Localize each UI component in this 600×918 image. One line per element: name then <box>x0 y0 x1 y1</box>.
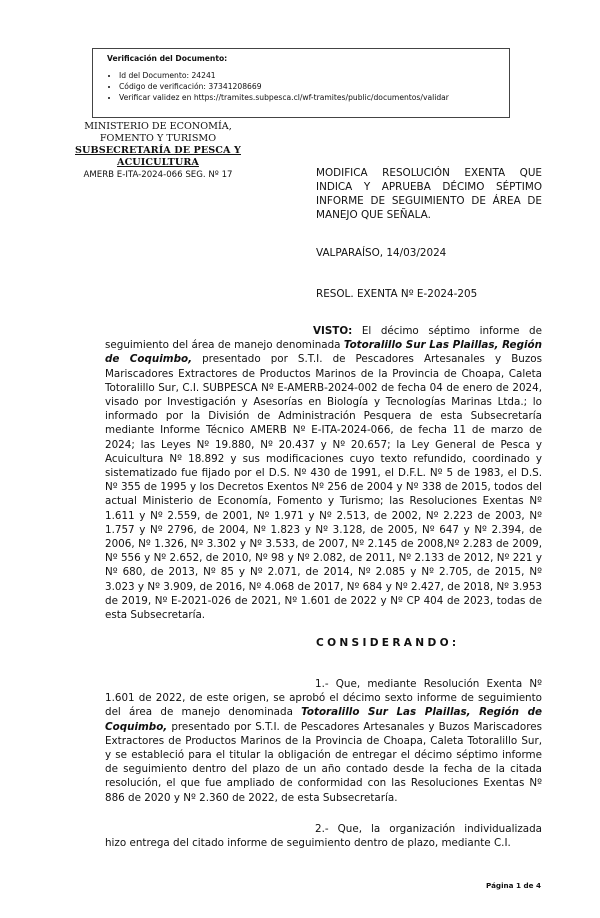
ministry-name-line1: MINISTERIO DE ECONOMÍA, <box>84 121 232 132</box>
visto-label: VISTO: <box>313 325 353 337</box>
verification-box <box>92 48 510 118</box>
verification-list <box>107 70 509 103</box>
considerando-heading: CONSIDERANDO: <box>316 637 460 649</box>
resolution-subject: MODIFICA RESOLUCIÓN EXENTA QUE INDICA Y APRUEBA DÉCIMO SÉPTIMO INFORME DE SEGUIMIENTO DE ÁREA DE MANEJO QUE SEÑALA. <box>316 167 542 221</box>
verification-title: Verificación del Documento: <box>107 54 228 63</box>
place-date: VALPARAÍSO, 14/03/2024 <box>316 247 447 259</box>
verification-link[interactable]: • Verificar validez en https://tramites.subpesca.cl/wf-tramites/public/documentos/validar <box>119 92 509 103</box>
verification-code: • Código de verificación: 37341208669 <box>119 81 509 92</box>
visto-area-name: Totoralillo Sur Las Plaillas, Región de Coquimbo, <box>105 339 542 366</box>
visto-text-b: presentado por S.T.I. de Pescadores Artesanales y Buzos Mariscadores Extractores de Productos Marinos de la Provincia de Choapa, Caleta Totoralillo Sur, C.I. SUBPESCA Nº E-AMERB-2024-002 de fecha 04 de enero de 2024, visado por Investigación y Asesorías en Biología y Tecnologías Marinas Ltda.; lo informado por la División de Administración Pesquera de esta Subsecretaría mediante Informe Técnico AMERB Nº E-ITA-2024-066, de fecha 11 de marzo de 2024; las Leyes Nº 19.880, Nº 20.437 y Nº 20.657; la Ley General de Pesca y Acuicultura Nº 18.892 y sus modificaciones cuyo texto refundido, coordinado y sistematizado fue fijado por el D.S. Nº 430 de 1991, el D.F.L. Nº 5 de 1983, el D.S. Nº 355 de 1995 y los Decretos Exentos Nº 256 de 2004 y Nº 338 de 2015, todos del actual Ministerio de Economía, Fomento y Turismo; las Resoluciones Exentas Nº 1.611 y Nº 2.559, de 2001, Nº 1.971 y Nº 2.513, de 2002, Nº 2.223 de 2003, Nº 1.757 y Nº 2796, de 2004, Nº 1.823 y Nº 3.128, de 2005, Nº 647 y Nº 2.394, de 2006, Nº 1.326, Nº 3.302 y Nº 3.533, de 2007, Nº 2.145 de 2008,Nº 2.283 de 2009, Nº 556 y Nº 2.652, de 2010, Nº 98 y Nº 2.082, de 2011, Nº 2.133 de 2012, Nº 221 y Nº 680, de 2013, Nº 85 y Nº 2.071, de 2014, Nº 2.085 y Nº 2.705, de 2015, Nº 3.023 y Nº 3.909, de 2016, Nº 4.068 de 2017, Nº 684 y Nº 2.427, de 2018, Nº 3.953 de 2019, Nº E-2021-026 de 2021, Nº 1.601 de 2022 y Nº CP 404 de 2023, todas de esta Subsecretaría. <box>105 353 542 622</box>
resolution-number: RESOL. EXENTA Nº E-2024-205 <box>316 288 478 300</box>
page-number: Página 1 de 4 <box>486 881 542 890</box>
considerando-point-2 <box>105 822 542 850</box>
point2-text: 2.- Que, la organización individualizada hizo entrega del citado informe de seguimiento dentro de plazo, mediante C.I. <box>105 823 542 850</box>
document-code: AMERB E-ITA-2024-066 SEG. Nº 17 <box>83 170 233 180</box>
point1-area-name: Totoralillo Sur Las Plaillas, Región de Coquimbo, <box>105 706 543 733</box>
subsecretaria-name: SUBSECRETARÍA DE PESCA Y ACUICULTURA <box>75 145 241 168</box>
visto-text-a: El décimo séptimo informe de seguimiento del área de manejo denominada <box>105 325 542 352</box>
considerando-point-1 <box>105 677 542 805</box>
visto-paragraph <box>105 324 542 622</box>
point1-text-b: presentado por S.T.I. de Pescadores Artesanales y Buzos Mariscadores Extractores de Productos Marinos de la Provincia de Choapa, Caleta Totoralillo Sur, y se estableció para el titular la obligación de entregar el décimo séptimo informe de seguimiento dentro del plazo de un año contado desde la fecha de la citada resolución, el que fue ampliado de conformidad con las Resoluciones Exentas Nº 886 de 2020 y Nº 2.360 de 2022, de esta Subsecretaría. <box>105 720 542 804</box>
point1-text-a: 1.- Que, mediante Resolución Exenta Nº 1.601 de 2022, de este origen, se aprobó el décimo sexto informe de seguimiento del área de manejo denominada <box>105 678 542 719</box>
ministry-name-line2: FOMENTO Y TURISMO <box>99 133 217 144</box>
verification-document-id: • Id del Documento: 24241 <box>119 70 509 81</box>
ministry-header <box>36 121 280 181</box>
